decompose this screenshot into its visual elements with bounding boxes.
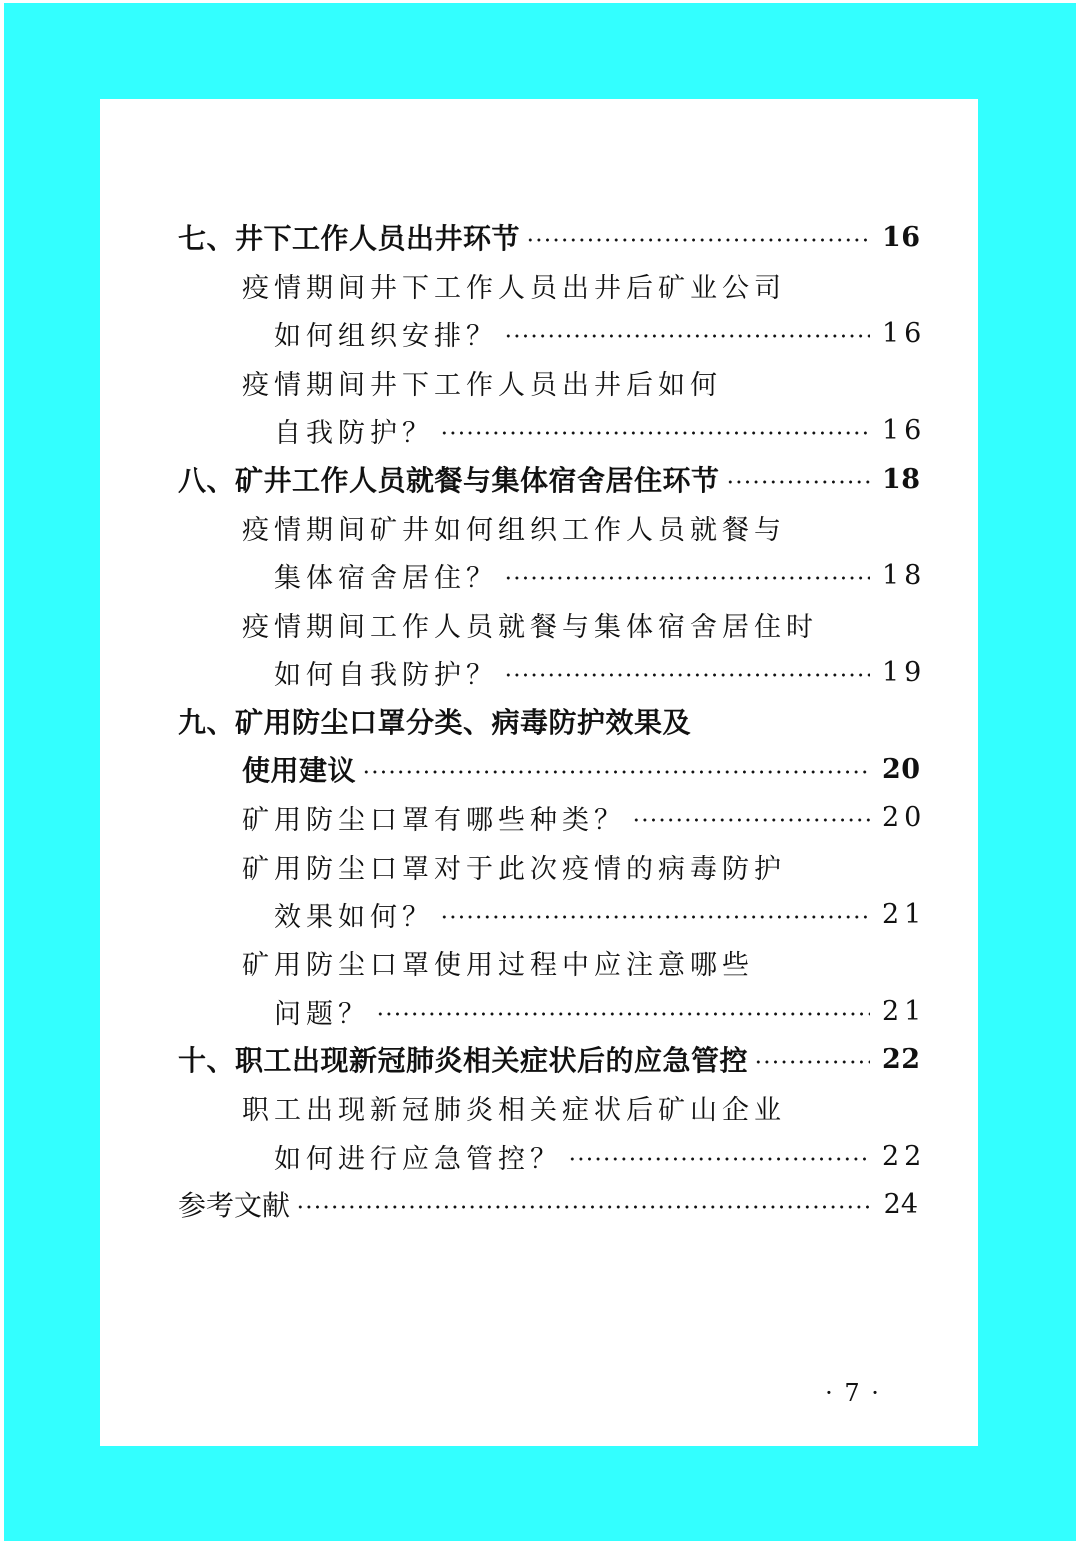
toc-references-title: 参考文献 — [178, 1189, 291, 1222]
dot-leader — [726, 480, 870, 484]
toc-section-title-cont: 使用建议 — [242, 754, 357, 787]
page-number: · 7 · — [825, 1379, 881, 1407]
toc-item-line[interactable] — [242, 604, 918, 644]
toc-item-title-cont: 如何组织安排？ — [274, 320, 498, 352]
toc-item-title-cont: 效果如何？ — [274, 901, 434, 933]
toc-item-title-cont: 如何进行应急管控？ — [274, 1143, 562, 1175]
dot-leader — [568, 1157, 870, 1161]
toc-references[interactable] — [178, 1184, 918, 1224]
toc-section-10[interactable] — [178, 1039, 921, 1079]
toc-item-title-cont: 自我防护？ — [274, 417, 434, 449]
toc-item-10-1[interactable] — [274, 1136, 927, 1176]
toc-section-7[interactable] — [178, 217, 921, 257]
toc-item-9-2[interactable] — [274, 894, 927, 934]
toc-section-title: 八、矿井工作人员就餐与集体宿舍居住环节 — [178, 464, 720, 497]
toc-item-line[interactable] — [242, 507, 918, 547]
dot-leader — [504, 576, 870, 580]
toc-item-8-2[interactable] — [274, 652, 927, 692]
toc-page-number: 21 — [882, 995, 927, 1027]
dot-leader — [440, 915, 870, 919]
toc-section-9-cont[interactable] — [242, 749, 921, 789]
toc-item-line[interactable] — [242, 1087, 918, 1127]
toc-page-number: 20 — [882, 753, 921, 785]
toc-item-7-2[interactable] — [274, 410, 927, 450]
toc-item-title-cont: 集体宿舍居住？ — [274, 562, 498, 594]
toc-section-title: 九、矿用防尘口罩分类、病毒防护效果及 — [178, 706, 692, 739]
toc-item-title: 疫情期间井下工作人员出井后如何 — [242, 369, 722, 401]
dot-leader — [504, 334, 870, 338]
toc-section-title: 十、职工出现新冠肺炎相关症状后的应急管控 — [178, 1044, 749, 1077]
toc-item-line[interactable] — [242, 942, 918, 982]
table-of-contents — [100, 99, 978, 1446]
dot-leader — [754, 1060, 870, 1064]
toc-page-number: 22 — [882, 1140, 927, 1172]
toc-page-number: 18 — [882, 463, 921, 495]
toc-item-title: 矿用防尘口罩有哪些种类？ — [242, 804, 626, 836]
toc-item-7-1[interactable] — [274, 313, 927, 353]
toc-page-number: 16 — [882, 317, 927, 349]
toc-page-number: 16 — [882, 414, 927, 446]
toc-item-title: 疫情期间工作人员就餐与集体宿舍居住时 — [242, 611, 818, 643]
dot-leader — [440, 431, 870, 435]
toc-section-title: 七、井下工作人员出井环节 — [178, 222, 521, 255]
document-page — [100, 99, 978, 1446]
toc-item-9-1[interactable] — [242, 797, 927, 837]
toc-item-9-3[interactable] — [274, 991, 927, 1031]
dot-leader — [504, 673, 870, 677]
toc-page-number: 19 — [882, 656, 927, 688]
toc-item-title: 疫情期间矿井如何组织工作人员就餐与 — [242, 514, 786, 546]
toc-section-9[interactable] — [178, 701, 918, 741]
toc-item-title: 疫情期间井下工作人员出井后矿业公司 — [242, 272, 786, 304]
toc-page-number: 16 — [882, 221, 921, 253]
toc-item-title: 矿用防尘口罩使用过程中应注意哪些 — [242, 949, 754, 981]
dot-leader — [362, 770, 870, 774]
toc-section-8[interactable] — [178, 459, 921, 499]
toc-item-title: 矿用防尘口罩对于此次疫情的病毒防护 — [242, 853, 786, 885]
toc-item-title-cont: 如何自我防护？ — [274, 659, 498, 691]
toc-item-line[interactable] — [242, 265, 918, 305]
dot-leader — [376, 1012, 870, 1016]
toc-item-title: 职工出现新冠肺炎相关症状后矿山企业 — [242, 1094, 786, 1126]
toc-page-number: 24 — [883, 1188, 918, 1220]
toc-item-title-cont: 问题？ — [274, 998, 370, 1030]
dot-leader — [632, 818, 870, 822]
dot-leader — [296, 1205, 870, 1209]
dot-leader — [526, 238, 870, 242]
toc-page-number: 22 — [882, 1043, 921, 1075]
toc-item-line[interactable] — [242, 362, 918, 402]
toc-page-number: 21 — [882, 898, 927, 930]
toc-page-number: 18 — [882, 559, 927, 591]
toc-item-8-1[interactable] — [274, 555, 927, 595]
toc-item-line[interactable] — [242, 846, 918, 886]
toc-page-number: 20 — [882, 801, 927, 833]
